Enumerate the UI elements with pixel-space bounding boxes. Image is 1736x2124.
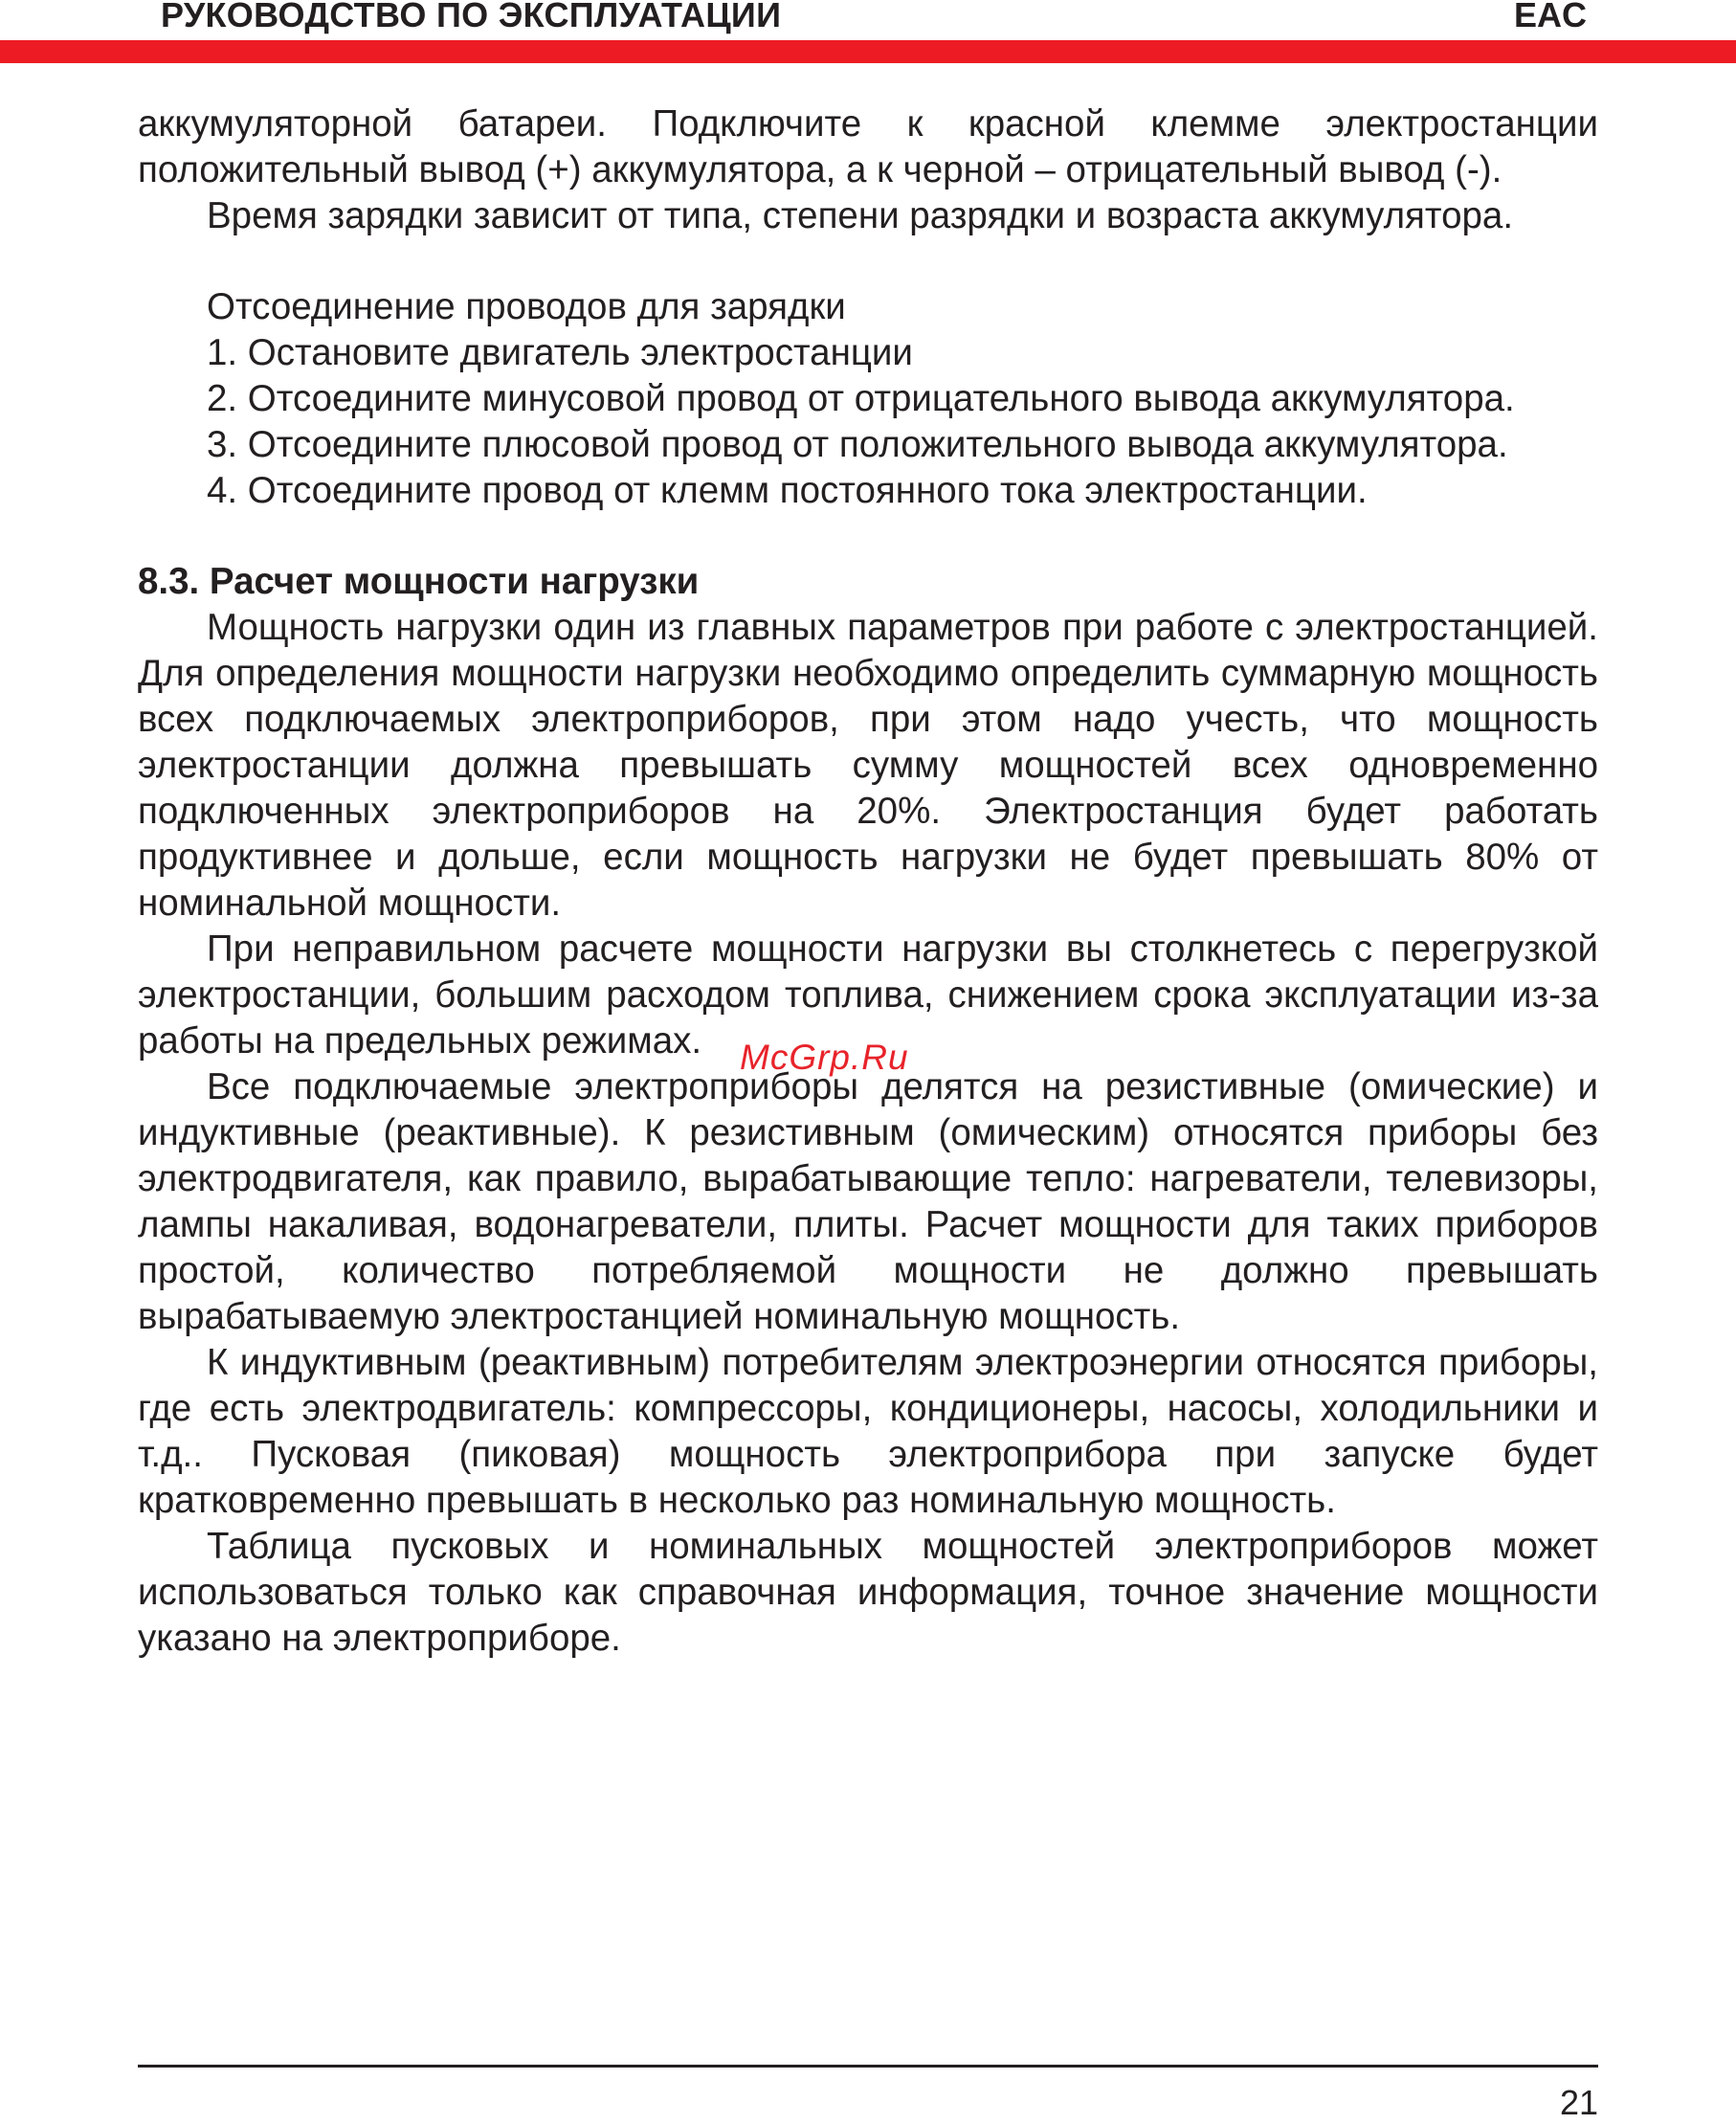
footer-rule [138, 2065, 1598, 2068]
section-paragraph-5: Таблица пусковых и номинальных мощностей электроприборов может использоваться только как справочная информация, точное значение мощности указано на электроприборе. [138, 1526, 1598, 1659]
disconnect-step-4: 4. Отсоедините провод от клемм постоянного тока электростанции. [207, 470, 1368, 511]
disconnect-step-1: 1. Остановите двигатель электростанции [207, 332, 913, 373]
spacer [138, 514, 1598, 559]
page-content [138, 101, 1598, 1662]
running-header-title: РУКОВОДСТВО ПО ЭКСПЛУАТАЦИИ [161, 0, 782, 34]
header-red-bar [0, 40, 1736, 63]
section-paragraph-3: Все подключаемые электроприборы делятся на резистивные (омические) и индуктивные (реактивные). К резистивным (омическим) относятся приборы без электродвигателя, как правило, вырабатывающие тепло: нагреватели, телевизоры, лампы накаливая, водонагреватели, плиты. Расчет мощности для таких приборов простой, количество потребляемой мощности не должно превышать вырабатываемую электростанцией номинальную мощность. [138, 1066, 1598, 1337]
eac-mark: EAC [1513, 0, 1587, 34]
section-title: 8.3. Расчет мощности нагрузки [138, 561, 700, 602]
intro-paragraph-1: аккумуляторной батареи. Подключите к красной клемме электростанции положительный вывод (+) аккумулятора, а к черной – отрицательный вывод (-). [138, 103, 1598, 190]
watermark: McGrp.Ru [740, 1038, 909, 1077]
spacer [138, 239, 1598, 284]
intro-paragraph-2: Время зарядки зависит от типа, степени разрядки и возраста аккумулятора. [207, 195, 1514, 236]
disconnect-title: Отсоединение проводов для зарядки [207, 286, 846, 327]
section-paragraph-4: К индуктивным (реактивным) потребителям электроэнергии относятся приборы, где есть электродвигатель: компрессоры, кондиционеры, насосы, холодильники и т.д.. Пусковая (пиковая) мощность электроприбора при запуске будет кратковременно превышать в несколько раз номинальную мощность. [138, 1342, 1598, 1521]
section-paragraph-2: При неправильном расчете мощности нагрузки вы столкнетесь с перегрузкой электростанции, большим расходом топлива, снижением срока эксплуатации из-за работы на предельных режимах. [138, 928, 1598, 1062]
disconnect-step-2: 2. Отсоедините минусовой провод от отрицательного вывода аккумулятора. [207, 378, 1515, 419]
disconnect-step-3: 3. Отсоедините плюсовой провод от положительного вывода аккумулятора. [207, 424, 1508, 465]
section-paragraph-1: Мощность нагрузки один из главных параметров при работе с электростанцией. Для определения мощности нагрузки необходимо определить суммарную мощность всех подключаемых электроприборов, при этом надо учесть, что мощность электростанции должна превышать сумму мощностей всех одновременно подключенных электроприборов на 20%. Электростанция будет работать продуктивнее и дольше, если мощность нагрузки не будет превышать 80% от номинальной мощности. [138, 607, 1598, 924]
page-number: 21 [1559, 2083, 1598, 2122]
